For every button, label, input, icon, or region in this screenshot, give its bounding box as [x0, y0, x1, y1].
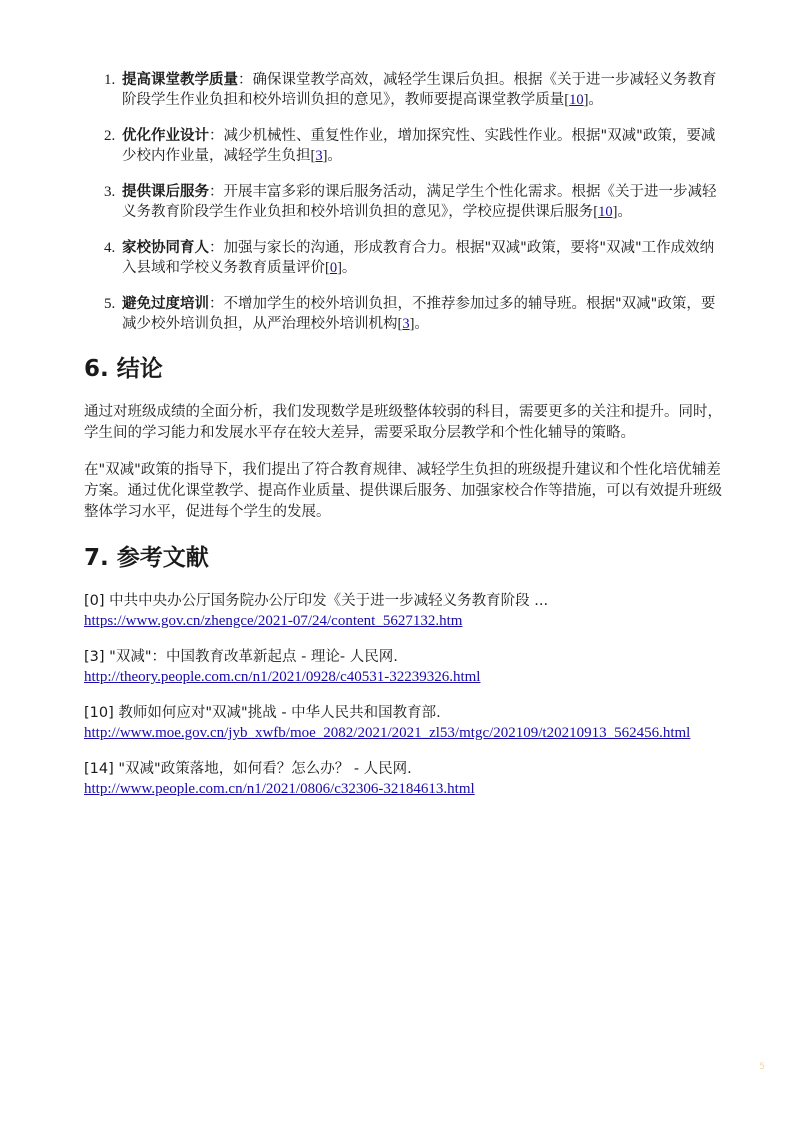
recommendation-text: ：确保课堂教学高效，减轻学生课后负担。根据《关于进一步减轻义务教育阶段学生作业负担和校外培训负担的意见》，教师要提高课堂教学质量	[122, 72, 717, 108]
citation-link[interactable]: 3	[402, 316, 410, 332]
conclusion-paragraph: 通过对班级成绩的全面分析，我们发现数学是班级整体较弱的科目，需要更多的关注和提升。同时，学生间的学习能力和发展水平存在较大差异，需要采取分层教学和个性化辅导的策略。	[84, 404, 722, 441]
section-title: 参考文献	[116, 545, 209, 571]
list-number: 2.	[104, 128, 116, 144]
section-heading-conclusion	[84, 354, 724, 384]
citation-link[interactable]: 10	[569, 92, 584, 108]
recommendation-text: ：减少机械性、重复性作业，增加探究性、实践性作业。根据"双减"政策，要减少校内作业量，减轻学生负担	[122, 128, 716, 164]
recommendation-text: ：开展丰富多彩的课后服务活动，满足学生个性化需求。根据《关于进一步减轻义务教育阶段学生作业负担和校外培训负担的意见》，学校应提供课后服务	[122, 184, 717, 220]
section-title: 结论	[116, 356, 163, 382]
recommendation-item: 4. 家校协同育人：加强与家长的沟通，形成教育合力。根据"双减"政策，要将"双减"工作成效纳入县域和学校义务教育质量评价[0]。	[104, 240, 715, 276]
conclusion-paragraph: 在"双减"政策的指导下，我们提出了符合教育规律、减轻学生负担的班级提升建议和个性化培优辅差方案。通过优化课堂教学、提高作业质量、提供课后服务、加强家校合作等措施，可以有效提升班级整体学习水平，促进每个学生的发展。	[84, 462, 722, 520]
reference-list	[84, 591, 724, 799]
section-heading-references	[84, 543, 724, 573]
list-number: 4.	[104, 240, 116, 256]
recommendation-list	[84, 70, 724, 334]
citation-link[interactable]: 0	[329, 260, 338, 276]
reference-link[interactable]: https://www.gov.cn/zhengce/2021-07/24/content_5627132.htm	[84, 613, 463, 629]
list-number: 3.	[104, 184, 116, 200]
recommendation-title: 提高课堂教学质量	[122, 72, 238, 88]
reference-link[interactable]: http://theory.people.com.cn/n1/2021/0928/c40531-32239326.html	[84, 669, 481, 685]
reference-item	[84, 591, 724, 631]
list-number: 1.	[104, 72, 116, 88]
recommendation-title: 提供课后服务	[122, 184, 209, 200]
reference-item	[84, 759, 724, 799]
recommendation-item: 2. 优化作业设计：减少机械性、重复性作业，增加探究性、实践性作业。根据"双减"政策，要减少校内作业量，减轻学生负担[3]。	[104, 128, 716, 164]
section-number: 6.	[84, 356, 109, 382]
reference-link[interactable]: http://www.people.com.cn/n1/2021/0806/c32306-32184613.html	[84, 781, 475, 797]
document-page	[84, 70, 724, 815]
recommendation-title: 家校协同育人	[122, 240, 209, 256]
reference-item	[84, 647, 724, 687]
citation-link[interactable]: 3	[315, 148, 323, 164]
reference-label: [10] 教师如何应对"双减"挑战 - 中华人民共和国教育部.	[84, 705, 441, 721]
reference-label: [3] "双减"：中国教育改革新起点 - 理论- 人民网.	[84, 649, 398, 665]
reference-link[interactable]: http://www.moe.gov.cn/jyb_xwfb/moe_2082/2021/2021_zl53/mtgc/202109/t20210913_562456.html	[84, 725, 691, 741]
list-number: 5.	[104, 296, 116, 312]
reference-label: [0] 中共中央办公厅国务院办公厅印发《关于进一步减轻义务教育阶段 ...	[84, 593, 549, 609]
recommendation-text: ：加强与家长的沟通，形成教育合力。根据"双减"政策，要将"双减"工作成效纳入县域和学校义务教育质量评价	[122, 240, 715, 276]
recommendation-item: 5. 避免过度培训：不增加学生的校外培训负担，不推荐参加过多的辅导班。根据"双减"政策，要减少校外培训负担，从严治理校外培训机构[3]。	[104, 296, 716, 332]
recommendation-item: 1. 提高课堂教学质量：确保课堂教学高效，减轻学生课后负担。根据《关于进一步减轻义务教育阶段学生作业负担和校外培训负担的意见》，教师要提高课堂教学质量[10]。	[104, 72, 717, 108]
recommendation-text: ：不增加学生的校外培训负担，不推荐参加过多的辅导班。根据"双减"政策，要减少校外培训负担，从严治理校外培训机构	[122, 296, 716, 332]
section-number: 7.	[84, 545, 109, 571]
reference-label: [14] "双减"政策落地，如何看？怎么办？ - 人民网.	[84, 761, 412, 777]
recommendation-title: 避免过度培训	[122, 296, 209, 312]
recommendation-title: 优化作业设计	[122, 128, 209, 144]
reference-item	[84, 703, 724, 743]
page-number: 5	[759, 1062, 765, 1072]
citation-link[interactable]: 10	[598, 204, 613, 220]
recommendation-item: 3. 提供课后服务：开展丰富多彩的课后服务活动，满足学生个性化需求。根据《关于进一步减轻义务教育阶段学生作业负担和校外培训负担的意见》，学校应提供课后服务[10]。	[104, 184, 717, 220]
